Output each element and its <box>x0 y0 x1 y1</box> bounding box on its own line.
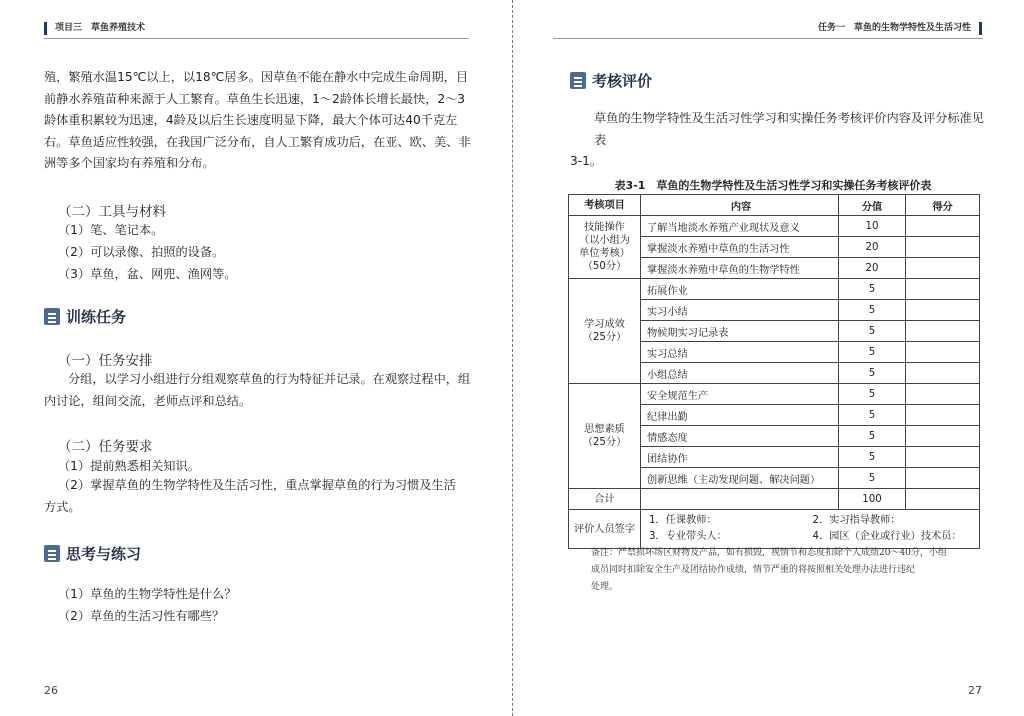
grade-cell[interactable] <box>906 279 980 300</box>
content-cell: 了解当地淡水养殖产业现状及意义 <box>641 216 839 237</box>
require-line: 方式。 <box>44 499 81 514</box>
left-running-header: 项目三 草鱼养殖技术 <box>44 22 145 35</box>
section-list-icon <box>570 72 586 89</box>
total-row <box>569 489 980 510</box>
eval-intro <box>570 108 990 173</box>
left-header-rule <box>44 38 469 39</box>
eval-intro-line: 3-1。 <box>570 154 603 168</box>
score-cell: 5 <box>839 468 906 489</box>
page-number: 27 <box>968 684 982 697</box>
score-cell: 5 <box>839 342 906 363</box>
header-cell: 考核项目 <box>569 195 641 216</box>
score-cell: 5 <box>839 447 906 468</box>
table-header-row <box>569 195 980 216</box>
intro-line: 殖，繁殖水温15℃以上，以18℃居多。因草鱼不能在静水中完成生命周期，目 <box>44 70 469 84</box>
group-label-quality: 思想素质 （25分） <box>569 384 641 489</box>
question-item: （1）草鱼的生物学特性是什么？ <box>58 587 237 601</box>
content-cell: 团结协作 <box>641 447 839 468</box>
evaluator-signatures <box>641 510 980 549</box>
content-cell: 掌握淡水养殖中草鱼的生物学特性 <box>641 258 839 279</box>
score-cell: 5 <box>839 321 906 342</box>
grade-cell[interactable] <box>906 321 980 342</box>
require-paragraph <box>44 475 474 518</box>
grade-cell[interactable] <box>906 237 980 258</box>
score-cell: 5 <box>839 363 906 384</box>
group-label-skill: 技能操作 （以小组为 单位考核） （50分） <box>569 216 641 279</box>
tools-heading: （二）工具与材料 <box>58 204 166 220</box>
tool-item: （2）可以录像、拍照的设备。 <box>58 245 225 259</box>
score-cell: 5 <box>839 384 906 405</box>
table-row <box>569 384 980 405</box>
content-cell: 小组总结 <box>641 363 839 384</box>
header-cell: 得分 <box>906 195 980 216</box>
content-cell: 情感态度 <box>641 426 839 447</box>
intro-line: 龄体重积累较为迅速，4龄及以后生长速度明显下降，最大个体可达40千克左 <box>44 113 458 127</box>
require-item: （1）提前熟悉相关知识。 <box>58 459 200 473</box>
intro-line: 右。草鱼适应性较强，在我国广泛分布，自人工繁育成功后，在亚、欧、美、非 <box>44 134 471 149</box>
content-cell: 创新思维（主动发现问题、解决问题） <box>641 468 839 489</box>
score-cell: 10 <box>839 216 906 237</box>
right-running-header: 任务一 草鱼的生物学特性及生活习性 <box>818 22 982 35</box>
section-list-icon <box>44 545 60 562</box>
total-label: 合计 <box>569 489 641 510</box>
total-grade-cell[interactable] <box>906 489 980 510</box>
tool-item: （3）草鱼，盆、网兜、渔网等。 <box>58 267 237 281</box>
grade-cell[interactable] <box>906 258 980 279</box>
intro-line: 洲等多个国家均有养殖和分布。 <box>44 156 215 170</box>
content-cell: 实习总结 <box>641 342 839 363</box>
grade-cell[interactable] <box>906 384 980 405</box>
score-cell: 5 <box>839 426 906 447</box>
table-row <box>569 279 980 300</box>
think-section-title: 思考与练习 <box>44 543 141 564</box>
evaluator-item: 3．专业带头人： <box>649 531 727 542</box>
section-list-icon <box>44 308 60 325</box>
tool-item: （1）笔、笔记本。 <box>58 223 164 237</box>
evaluation-table <box>568 194 980 549</box>
evaluator-item: 1．任课教师： <box>649 515 717 526</box>
grade-cell[interactable] <box>906 405 980 426</box>
eval-intro-line: 草鱼的生物学特性及生活习性学习和实操任务考核评价内容及评分标准见表 <box>594 111 984 147</box>
content-cell: 实习小结 <box>641 300 839 321</box>
arrange-line: 内讨论，组间交流，老师点评和总结。 <box>44 393 252 408</box>
content-cell: 掌握淡水养殖中草鱼的生活习性 <box>641 237 839 258</box>
eval-section-title: 考核评价 <box>570 70 652 91</box>
content-cell: 安全规范生产 <box>641 384 839 405</box>
intro-line: 前静水养殖苗种来源于人工繁育。草鱼生长迅速，1～2龄体长增长最快，2～3 <box>44 91 466 106</box>
evaluator-row <box>569 510 980 549</box>
evaluator-label: 评价人员签字 <box>569 510 641 549</box>
grade-cell[interactable] <box>906 447 980 468</box>
evaluator-item: 4．园区（企业或行业）技术员： <box>812 531 962 542</box>
arrange-paragraph <box>44 369 474 412</box>
require-line: （2）掌握草鱼的生物学特性及生活习性，重点掌握草鱼的行为习惯及生活 <box>58 478 456 492</box>
score-cell: 5 <box>839 300 906 321</box>
evaluator-item: 2．实习指导教师： <box>812 515 901 526</box>
score-cell: 20 <box>839 258 906 279</box>
content-cell: 纪律出勤 <box>641 405 839 426</box>
training-section-title: 训练任务 <box>44 306 126 327</box>
right-page <box>513 0 1024 716</box>
table-caption: 表3-1 草鱼的生物学特性及生活习性学习和实操任务考核评价表 <box>614 179 932 192</box>
grade-cell[interactable] <box>906 300 980 321</box>
score-cell: 5 <box>839 279 906 300</box>
header-cell: 分值 <box>839 195 906 216</box>
score-cell: 5 <box>839 405 906 426</box>
arrange-heading: （一）任务安排 <box>58 353 153 369</box>
grade-cell[interactable] <box>906 468 980 489</box>
group-label-learning: 学习成效 （25分） <box>569 279 641 384</box>
total-content-cell <box>641 489 839 510</box>
grade-cell[interactable] <box>906 342 980 363</box>
score-cell: 20 <box>839 237 906 258</box>
right-header-rule <box>553 38 983 39</box>
arrange-line: 分组，以学习小组进行分组观察草鱼的行为特征并记录。在观察过程中，组 <box>68 372 471 386</box>
table-note <box>591 545 983 596</box>
header-cell: 内容 <box>641 195 839 216</box>
page-number: 26 <box>44 684 58 697</box>
intro-paragraph <box>44 67 474 175</box>
question-item: （2）草鱼的生活习性有哪些？ <box>58 609 225 623</box>
grade-cell[interactable] <box>906 363 980 384</box>
require-heading: （二）任务要求 <box>58 439 153 455</box>
note-line: 成员同时扣除安全生产及团结协作成绩，情节严重的将按照相关处理办法进行违纪 <box>591 565 916 575</box>
note-line: 处理。 <box>591 582 619 592</box>
grade-cell[interactable] <box>906 216 980 237</box>
content-cell: 物候期实习记录表 <box>641 321 839 342</box>
content-cell: 拓展作业 <box>641 279 839 300</box>
grade-cell[interactable] <box>906 426 980 447</box>
note-line: 备注：严禁损坏场区财物及产品，如有损毁，视情节和态度扣除个人成绩20～40分，小组 <box>591 548 947 558</box>
table-row <box>569 216 980 237</box>
total-score: 100 <box>839 489 906 510</box>
